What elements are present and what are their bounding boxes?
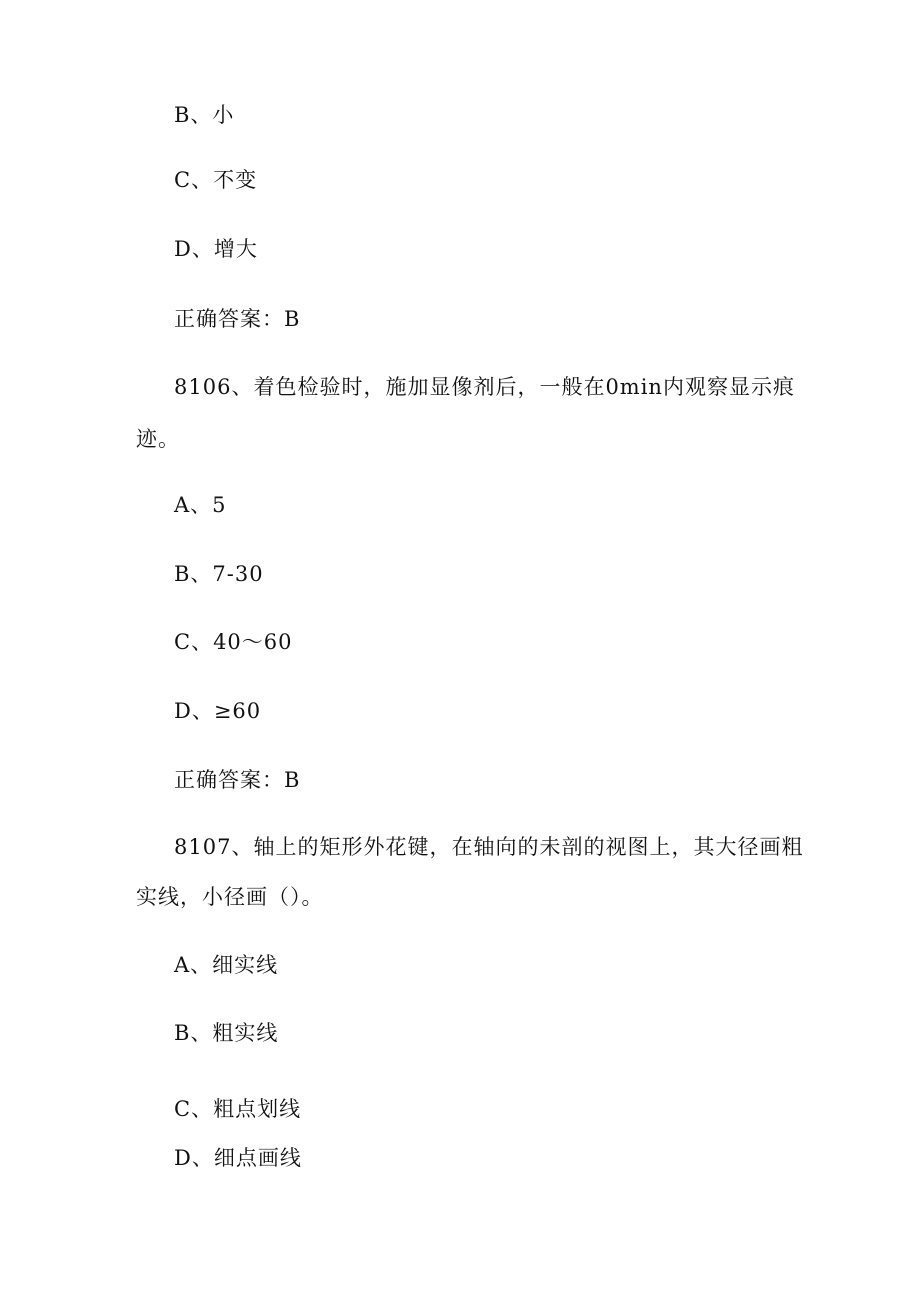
option-8105-b: B、小	[174, 103, 235, 127]
question-8106-stem-line2: 迹。	[136, 427, 180, 451]
answer-8106: 正确答案：B	[174, 768, 301, 792]
option-8107-b: B、粗实线	[174, 1021, 279, 1045]
option-8106-c: C、40～60	[174, 630, 293, 654]
answer-8105: 正确答案：B	[174, 307, 301, 331]
option-8107-d: D、细点画线	[174, 1146, 302, 1170]
question-8107-stem-line2: 实线，小径画（）。	[136, 885, 324, 909]
option-8105-c: C、不变	[174, 168, 258, 192]
option-8107-a: A、细实线	[174, 953, 279, 977]
option-8105-d: D、增大	[174, 237, 258, 261]
option-8106-d: D、≥60	[174, 699, 262, 723]
option-8106-b: B、7-30	[174, 562, 264, 586]
option-8106-a: A、5	[174, 493, 227, 517]
question-8106-stem-line1: 8106、着色检验时，施加显像剂后，一般在0min内观察显示痕	[174, 375, 795, 399]
question-8107-stem-line1: 8107、轴上的矩形外花键，在轴向的未剖的视图上，其大径画粗	[174, 835, 804, 859]
option-8107-c: C、粗点划线	[174, 1097, 302, 1121]
